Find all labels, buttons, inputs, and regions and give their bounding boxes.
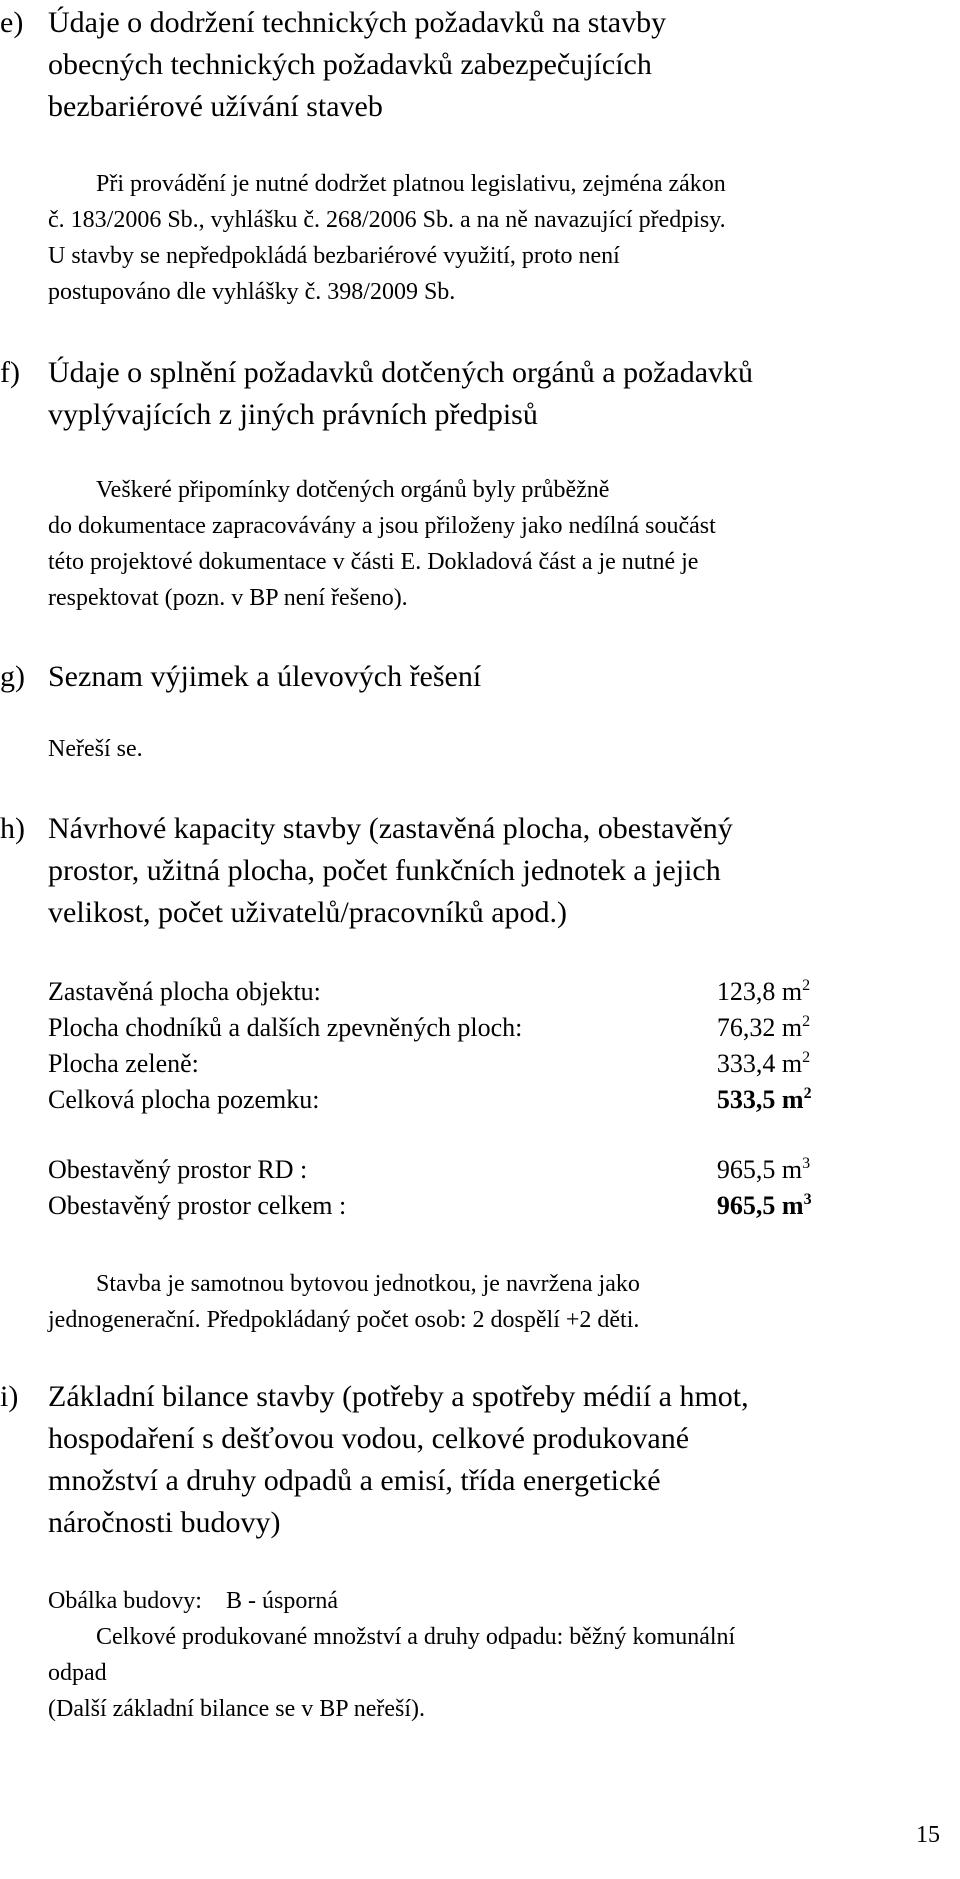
- section-i-body: [48, 1583, 948, 1727]
- body-line: U stavby se nepředpokládá bezbariérové využití, proto není: [48, 243, 620, 269]
- section-i-heading: [0, 1376, 749, 1544]
- volume-table: [48, 1152, 908, 1224]
- section-letter: h): [0, 812, 25, 845]
- section-h-heading: [0, 808, 733, 934]
- row-label: Obestavěný prostor celkem :: [48, 1191, 347, 1220]
- body-line: odpad: [48, 1660, 107, 1686]
- section-g-heading: [0, 656, 481, 698]
- envelope-label: Obálka budovy:: [48, 1588, 202, 1614]
- body-line: postupováno dle vyhlášky č. 398/2009 Sb.: [48, 279, 456, 305]
- body-line: respektovat (pozn. v BP není řešeno).: [48, 585, 408, 611]
- heading-line: Seznam výjimek a úlevových řešení: [48, 660, 482, 693]
- section-letter: e): [0, 6, 24, 39]
- table-row: [48, 1046, 908, 1082]
- table-row: [48, 974, 908, 1010]
- heading-line: Návrhové kapacity stavby (zastavěná plocha, obestavěný: [48, 812, 733, 845]
- body-line: do dokumentace zapracovávány a jsou přiloženy jako nedílná součást: [48, 513, 716, 539]
- section-h-note: [48, 1266, 948, 1338]
- section-f-body: [48, 472, 948, 616]
- envelope-line: [48, 1583, 948, 1619]
- envelope-value: B - úsporná: [225, 1588, 338, 1614]
- row-value: 533,5 $m^2$: [716, 1085, 812, 1114]
- table-row: [48, 1152, 908, 1188]
- body-line: Celkové produkované množství a druhy odpadu: běžný komunální: [96, 1624, 736, 1650]
- body-line: této projektové dokumentace v části E. Dokladová část a je nutné je: [48, 549, 699, 575]
- row-label: Zastavěná plocha objektu:: [48, 977, 321, 1006]
- heading-line: hospodaření s dešťovou vodou, celkové produkované: [48, 1422, 690, 1455]
- section-e-heading: [0, 2, 666, 128]
- heading-line: Údaje o splnění požadavků dotčených orgánů a požadavků: [48, 356, 754, 389]
- section-e-body: [48, 166, 948, 310]
- section-g-body: [48, 731, 948, 767]
- row-value: 965,5 $m^3$: [716, 1191, 812, 1220]
- heading-line: množství a druhy odpadů a emisí, třída energetické: [48, 1464, 661, 1497]
- body-line: Veškeré připomínky dotčených orgánů byly průběžně: [96, 477, 610, 503]
- row-label: Plocha zeleně:: [48, 1049, 199, 1078]
- heading-line: velikost, počet uživatelů/pracovníků apod.): [48, 896, 568, 929]
- table-row: [48, 1188, 908, 1224]
- row-value: 123,8 $m^2$: [716, 977, 811, 1006]
- body-line: Neřeší se.: [48, 736, 143, 762]
- row-value: 76,32 $m^2$: [716, 1013, 811, 1042]
- table-row: [48, 1082, 908, 1118]
- table-row: [48, 1010, 908, 1046]
- row-label: Plocha chodníků a dalších zpevněných ploch:: [48, 1013, 523, 1042]
- section-letter: i): [0, 1380, 19, 1413]
- section-letter: f): [0, 356, 20, 389]
- section-letter: g): [0, 660, 25, 693]
- heading-line: Údaje o dodržení technických požadavků na stavby: [48, 6, 667, 39]
- page-number: 15: [916, 1822, 940, 1848]
- body-line: Při provádění je nutné dodržet platnou legislativu, zejména zákon: [96, 171, 726, 197]
- row-value: 333,4 $m^2$: [716, 1049, 811, 1078]
- section-f-heading: [0, 352, 753, 436]
- row-value: 965,5 $m^3$: [716, 1155, 811, 1184]
- heading-line: vyplývajících z jiných právních předpisů: [48, 398, 538, 431]
- heading-line: bezbariérové užívání staveb: [48, 90, 383, 123]
- body-line: č. 183/2006 Sb., vyhlášku č. 268/2006 Sb. a na ně navazující předpisy.: [48, 207, 726, 233]
- row-label: Obestavěný prostor RD :: [48, 1155, 308, 1184]
- row-label: Celková plocha pozemku:: [48, 1085, 320, 1114]
- heading-line: Základní bilance stavby (potřeby a spotřeby médií a hmot,: [48, 1380, 749, 1413]
- heading-line: prostor, užitná plocha, počet funkčních jednotek a jejich: [48, 854, 721, 887]
- heading-line: náročnosti budovy): [48, 1506, 281, 1539]
- body-line: Stavba je samotnou bytovou jednotkou, je navržena jako: [96, 1271, 640, 1297]
- heading-line: obecných technických požadavků zabezpečujících: [48, 48, 652, 81]
- body-line: jednogenerační. Předpokládaný počet osob: 2 dospělí +2 děti.: [48, 1307, 640, 1333]
- body-line: (Další základní bilance se v BP neřeší).: [48, 1696, 425, 1722]
- area-table: [48, 974, 908, 1118]
